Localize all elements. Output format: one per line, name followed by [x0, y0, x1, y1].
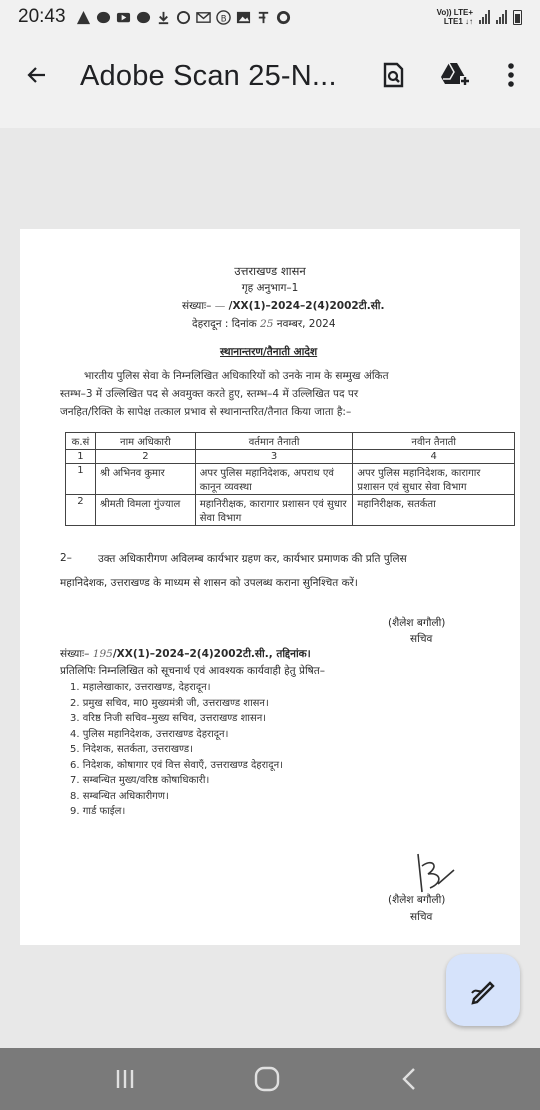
back-nav-icon	[401, 1067, 417, 1091]
network-label: Vo)) LTE+ LTE1 ↓↑	[436, 8, 473, 26]
list-item: 1. महालेखाकार, उत्तराखण्ड, देहरादून।	[70, 682, 211, 693]
battery-icon	[513, 10, 522, 25]
copy-intro: प्रतिलिपिः निम्नलिखित को सूचनार्थ एवं आवश्यक कार्यवाही हेतु प्रेषित–	[60, 665, 325, 677]
header-current: वर्तमान तैनाती	[195, 433, 353, 450]
recents-button[interactable]	[110, 1066, 140, 1092]
more-options-button[interactable]	[496, 60, 526, 90]
list-item: 9. गार्ड फाईल।	[70, 806, 126, 817]
para2-number: 2–	[60, 552, 72, 564]
alert-icon	[76, 10, 91, 25]
svg-text:B: B	[220, 12, 227, 23]
header-government: उत्तराखण्ड शासन	[234, 264, 306, 278]
edit-pen-icon	[468, 975, 498, 1005]
back-nav-button[interactable]	[394, 1066, 424, 1092]
table-col-number-row: 1 2 3 4	[66, 450, 515, 464]
more-vert-icon	[507, 62, 515, 88]
system-nav-bar	[0, 1048, 540, 1110]
phonepe-icon	[256, 10, 271, 25]
order-title: स्थानान्तरण/तैनाती आदेश	[220, 346, 318, 358]
document-viewer[interactable]	[0, 128, 540, 1048]
signal-icon-2	[496, 10, 507, 24]
back-button[interactable]	[22, 60, 52, 90]
add-to-drive-button[interactable]	[440, 60, 470, 90]
scanned-page	[20, 229, 520, 945]
signatory-name: (शैलेश बगौली)	[388, 617, 446, 629]
list-item: 2. प्रमुख सचिव, मा0 मुख्यमंत्री जी, उत्तराखण्ड शासन।	[70, 697, 269, 709]
youtube-icon	[116, 10, 131, 25]
b-icon	[216, 10, 231, 25]
table-row: 2 श्रीमती विमला गुंज्याल महानिरीक्षक, कारागार प्रशासन एवं सुधार सेवा विभाग महानिरीक्षक, सतर्कता	[66, 495, 515, 526]
sync-icon	[176, 10, 191, 25]
list-item: 8. सम्बन्धित अधिकारीगण।	[70, 790, 169, 802]
signature-image	[410, 844, 460, 894]
list-item: 6. निदेशक, कोषागार एवं वित्त सेवाएँ, उत्तराखण्ड देहरादून।	[70, 759, 283, 771]
list-item: 7. सम्बन्धित मुख्य/वरिष्ठ कोषाधिकारी।	[70, 775, 210, 786]
home-icon	[254, 1066, 280, 1092]
header-department: गृह अनुभाग–1	[241, 282, 299, 294]
list-item: 5. निदेशक, सतर्कता, उत्तराखण्ड।	[70, 744, 193, 755]
copy-reference: संख्याः– 195/XX(1)–2024–2(4)2002टी.सी., तद्दिनांक।	[60, 648, 311, 660]
document-title: Adobe Scan 25-N...	[80, 60, 337, 92]
gallery-icon	[236, 10, 251, 25]
para2-line-2: महानिदेशक, उत्तराखण्ड के माध्यम से शासन को उपलब्ध कराना सुनिश्चित करें।	[60, 577, 358, 589]
gmail-icon	[196, 10, 211, 25]
recents-icon	[114, 1069, 136, 1089]
search-document-icon	[380, 62, 406, 88]
status-bar	[0, 0, 540, 34]
date-line: देहरादून : दिनांक 25 नवम्बर, 2024	[192, 318, 336, 330]
copy-list	[70, 680, 283, 820]
intro-line-2: स्तम्भ–3 में उल्लिखित पद से अवमुक्त करते हुए, स्तम्भ–4 में उल्लिखित पद पर	[60, 388, 359, 400]
para2-line-1: उक्त अधिकारीगण अविलम्ब कार्यभार ग्रहण कर, कार्यभार प्रमाणक की प्रति पुलिस	[98, 553, 407, 565]
list-item: 3. वरिष्ठ निजी सचिव–मुख्य सचिव, उत्तराखण्ड शासन।	[70, 713, 267, 724]
table-row: 1 श्री अभिनव कुमार अपर पुलिस महानिदेशक, अपराध एवं कानून व्यवस्था अपर पुलिस महानिदेशक, कारागार प्रशासन एवं सुधार सेवा विभाग	[66, 464, 515, 495]
reference-number: संख्याः– — /XX(1)–2024–2(4)2002टी.सी.	[182, 300, 385, 312]
edit-button[interactable]	[446, 954, 520, 1026]
add-to-drive-icon	[440, 61, 470, 89]
header-sno: क.सं	[66, 433, 96, 450]
chat-icon-2	[136, 10, 151, 25]
intro-line-3: जनहित/रिक्ति के सापेक्ष तत्काल प्रभाव से स्थानान्तरित/तैनात किया जाता है:–	[60, 406, 352, 418]
header-new: नवीन तैनाती	[353, 433, 515, 450]
signatory2-name: (शैलेश बगौली)	[388, 894, 446, 906]
signal-icon-1	[479, 10, 490, 24]
notification-icons	[76, 10, 291, 25]
header-name: नाम अधिकारी	[95, 433, 195, 450]
list-item: 4. पुलिस महानिदेशक, उत्तराखण्ड देहरादून।	[70, 728, 229, 740]
table-header-row	[66, 433, 515, 450]
status-time: 20:43	[18, 6, 66, 27]
intro-line-1: भारतीय पुलिस सेवा के निम्नलिखित अधिकारियों को उनके नाम के सम्मुख अंकित	[84, 370, 389, 382]
signatory-title: सचिव	[410, 633, 433, 645]
chat-icon	[96, 10, 111, 25]
home-button[interactable]	[252, 1066, 282, 1092]
download-icon	[156, 10, 171, 25]
app-bar	[0, 34, 540, 128]
whatsapp-icon	[276, 10, 291, 25]
arrow-back-icon	[25, 63, 49, 87]
system-status	[437, 8, 522, 26]
signatory2-title: सचिव	[410, 911, 433, 923]
search-document-button[interactable]	[378, 60, 408, 90]
transfer-table	[65, 432, 515, 526]
